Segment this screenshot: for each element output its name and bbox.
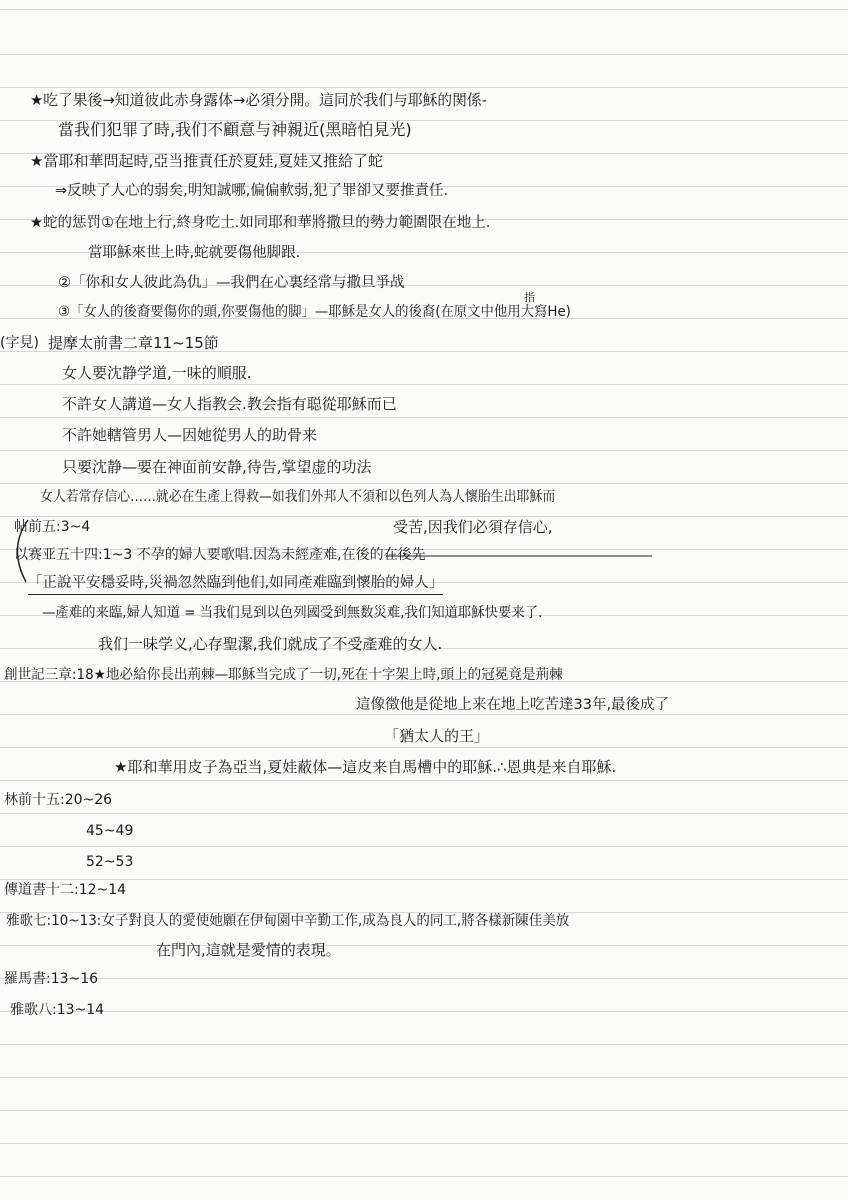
note-line-6: 當耶穌來世上時,蛇就要傷他脚跟.: [88, 245, 301, 261]
note-line-31: 羅馬書:13~16: [4, 971, 99, 987]
note-line-7: ②「你和女人彼此為仇」—我們在心裏经常与撒旦爭战: [58, 275, 405, 291]
note-line-10: 女人要沈静学道,一味的順服.: [62, 364, 252, 382]
note-line-13: 只要沈静—要在神面前安静,待告,掌望虚的功法: [62, 458, 372, 476]
note-line-29: 雅歌七:10~13:女子對良人的愛使她願在伊甸園中辛勤工作,成為良人的同工,將各樣新陳佳美放: [6, 913, 570, 929]
note-insert-mark: 指: [524, 291, 535, 304]
note-line-23: 「猶太人的王」: [384, 727, 490, 745]
margin-bracket: [17, 520, 28, 582]
note-line-4: ⇒反映了人心的弱矣,明知誠哪,偏偏軟弱,犯了罪卻又要推責任.: [55, 183, 449, 199]
note-line-26: 45~49: [86, 823, 134, 839]
note-line-8: ③「女人的後裔要傷你的頭,你要傷他的脚」—耶穌是女人的後裔(在原文中他用大寫He): [58, 304, 571, 320]
note-line-27: 52~53: [86, 854, 134, 870]
margin-label: (字見): [0, 335, 39, 351]
note-line-9: 提摩太前書二章11~15節: [48, 334, 219, 352]
note-line-21: 創世記三章:18★地必給你長出荊棘—耶穌当完成了一切,死在十字架上時,頭上的冠冕竟是荊棘: [4, 667, 563, 683]
note-line-19: —產难的来臨,婦人知道 = 当我们見到以色列國受到無数災难,我们知道耶穌快要来了.: [42, 605, 543, 621]
note-line-14: 女人若常存信心……就必在生產上得救—如我们外邦人不須和以色列人為人懷胎生出耶穌而: [40, 489, 556, 505]
note-line-2: 當我们犯罪了時,我们不顧意与神親近(黑暗怕見光): [58, 120, 412, 139]
note-line-3: ★當耶和華問起時,亞当推責任於夏娃,夏娃又推給了蛇: [30, 152, 383, 170]
note-line-11: 不許女人講道—女人指教会.教会指有聪從耶穌而已: [62, 395, 397, 413]
note-line-12: 不許她轄管男人—因她從男人的助骨来: [62, 426, 318, 444]
note-line-28: 傳道書十二:12~14: [4, 882, 127, 898]
note-line-25: 林前十五:20~26: [4, 792, 113, 808]
note-line-20: 我们一味学义,心存聖潔,我们就成了不受產难的女人.: [98, 635, 443, 653]
note-line-32: 雅歌八:13~14: [10, 1002, 105, 1018]
note-line-30: 在門內,這就是愛情的表現。: [156, 941, 341, 959]
note-line-22: 這像徵他是從地上来在地上吃苦達33年,最後成了: [356, 697, 670, 713]
note-line-18: 「正說平安穩妥時,災禍忽然臨到他们,如同產难臨到懷胎的婦人」: [28, 573, 443, 595]
note-line-24: ★耶和華用皮子為亞当,夏娃蔽体—這皮来自馬槽中的耶穌.∴恩典是来自耶穌.: [114, 758, 617, 776]
note-line-16: 受苦,因我们必須存信心,: [393, 518, 553, 536]
note-line-1: ★吃了果後→知道彼此赤身露体→必須分開。這同於我们与耶穌的関係-: [30, 91, 488, 109]
note-line-15: 帖前五:3~4: [14, 519, 91, 535]
note-line-17: 以赛亚五十四:1~3 不孕的婦人要歌唱.因為未經產难,在後的在後先: [14, 547, 426, 563]
note-line-5: ★蛇的惩罚①在地上行,終身吃土.如同耶和華將撒旦的勢力範圍限在地上.: [30, 215, 491, 231]
